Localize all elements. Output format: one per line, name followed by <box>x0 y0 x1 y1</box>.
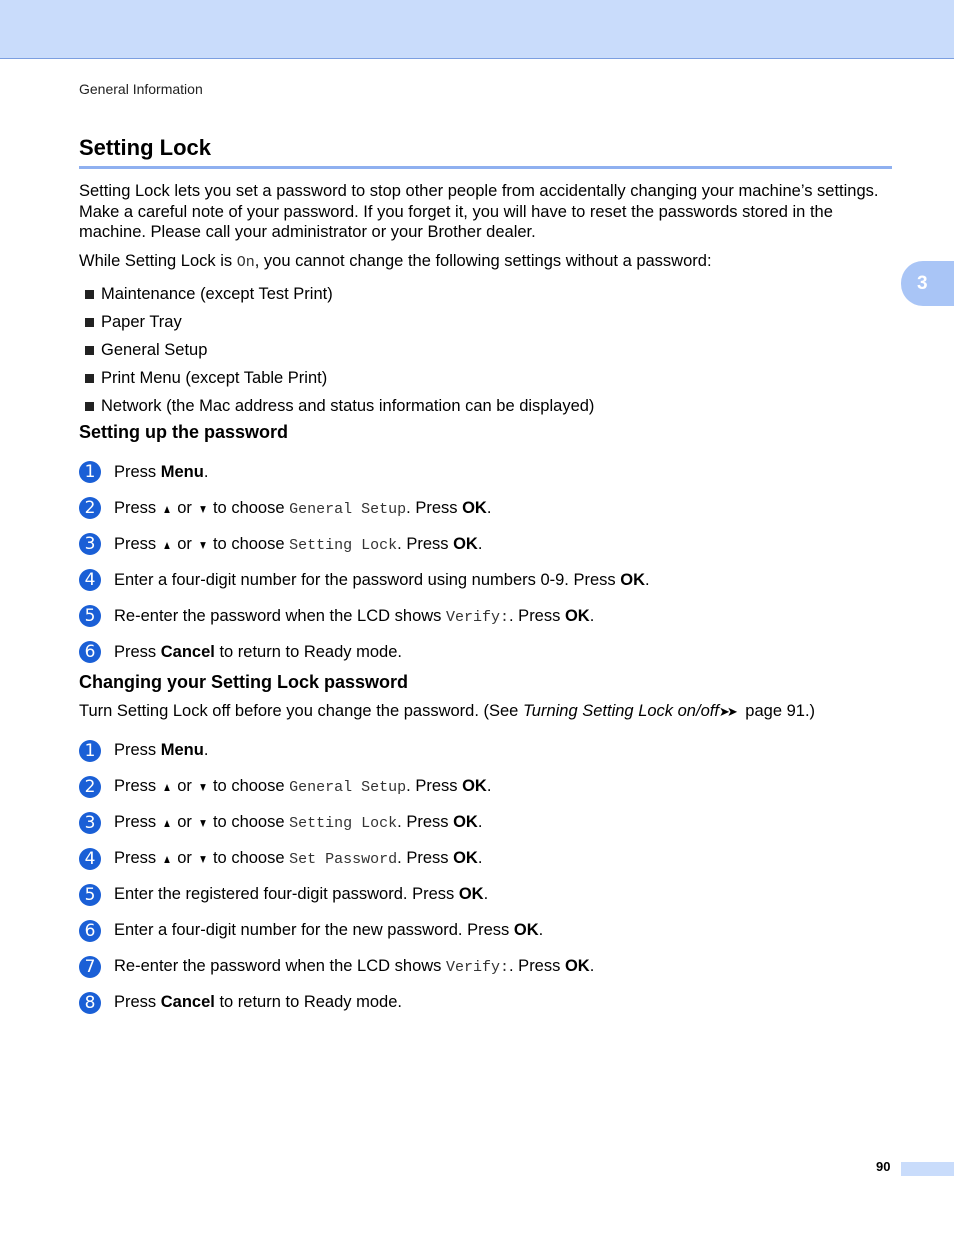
list-item <box>79 280 892 308</box>
section-title: Setting Lock <box>79 132 892 169</box>
page-number: 90 <box>876 1159 891 1174</box>
list-item-text: Paper Tray <box>101 313 182 331</box>
down-arrow-icon: ▼ <box>197 780 208 794</box>
step-text: Press ▲ or ▼ to choose Setting Lock. Press OK. <box>114 534 483 554</box>
step-number-icon: 7 <box>79 956 101 978</box>
list-item <box>79 392 892 420</box>
list-item-text: Print Menu (except Table Print) <box>101 369 328 387</box>
bullet-square-icon <box>85 374 94 383</box>
bullet-square-icon <box>85 402 94 411</box>
list-item-text: General Setup <box>101 341 208 359</box>
step-item <box>79 562 892 598</box>
step-item <box>79 913 892 949</box>
intro-paragraph: Setting Lock lets you set a password to stop other people from accidentally changing your machine’s settings. Make a careful note of your password. If you forget it, you will have to reset the passwords stored in the machine. Please call your administrator or your Brother dealer. <box>79 182 879 241</box>
setup-heading: Setting up the password <box>79 422 289 442</box>
up-arrow-icon: ▲ <box>161 780 172 794</box>
step-item <box>79 841 892 877</box>
step-item <box>79 949 892 985</box>
step-text: Re-enter the password when the LCD shows Verify:. Press OK. <box>114 606 595 626</box>
step-number-icon: 5 <box>79 605 101 627</box>
step-number-icon: 8 <box>79 992 101 1014</box>
step-number-icon: 5 <box>79 884 101 906</box>
list-item <box>79 336 892 364</box>
down-arrow-icon: ▼ <box>197 816 208 830</box>
step-text: Enter the registered four-digit password. Press OK. <box>114 885 489 903</box>
step-item <box>79 526 892 562</box>
bullet-square-icon <box>85 290 94 299</box>
chapter-number: 3 <box>917 272 928 294</box>
step-number-icon: 1 <box>79 461 101 483</box>
list-item-text: Maintenance (except Test Print) <box>101 285 333 303</box>
change-heading: Changing your Setting Lock password <box>79 672 409 692</box>
text: While Setting Lock is <box>79 251 237 270</box>
step-number-icon: 4 <box>79 848 101 870</box>
step-item <box>79 805 892 841</box>
step-text: Press ▲ or ▼ to choose General Setup. Press OK. <box>114 777 492 796</box>
step-text: Press ▲ or ▼ to choose Setting Lock. Press OK. <box>114 813 483 832</box>
while-paragraph <box>79 251 892 274</box>
step-text: Press Cancel to return to Ready mode. <box>114 642 402 661</box>
list-item <box>79 364 892 392</box>
step-number-icon: 1 <box>79 740 101 762</box>
step-number-icon: 2 <box>79 776 101 798</box>
footer-band <box>901 1162 954 1176</box>
chapter-tab[interactable] <box>901 261 954 306</box>
step-text: Enter a four-digit number for the password using numbers 0-9. Press OK. <box>114 570 650 589</box>
double-arrow-icon: ➤➤ <box>718 704 735 719</box>
up-arrow-icon: ▲ <box>161 537 172 552</box>
lcd-value-on: On <box>236 253 255 271</box>
text: , you cannot change the following settings without a password: <box>254 251 712 270</box>
running-head: General Information <box>79 81 203 97</box>
down-arrow-icon: ▼ <box>197 537 208 552</box>
cross-reference-link[interactable]: Turning Setting Lock on/off <box>522 702 719 720</box>
up-arrow-icon: ▲ <box>161 816 172 830</box>
change-note: Turn Setting Lock off before you change the password. (See Turning Setting Lock on/off➤➤ page 91.) <box>79 702 816 720</box>
change-steps <box>79 733 892 1021</box>
list-item <box>79 308 892 336</box>
step-number-icon: 3 <box>79 812 101 834</box>
step-number-icon: 6 <box>79 920 101 942</box>
step-number-icon: 6 <box>79 641 101 663</box>
step-item <box>79 454 892 490</box>
step-number-icon: 2 <box>79 497 101 519</box>
step-item <box>79 733 892 769</box>
page-content <box>79 132 892 1021</box>
down-arrow-icon: ▼ <box>197 852 208 866</box>
list-item-text: Network (the Mac address and status information can be displayed) <box>101 397 595 415</box>
step-text: Press ▲ or ▼ to choose General Setup. Press OK. <box>114 498 492 518</box>
step-text: Enter a four-digit number for the new password. Press OK. <box>114 921 544 939</box>
step-number-icon: 3 <box>79 533 101 555</box>
step-item <box>79 877 892 913</box>
step-number-icon: 4 <box>79 569 101 591</box>
bullet-square-icon <box>85 318 94 327</box>
step-text: Press ▲ or ▼ to choose Set Password. Press OK. <box>114 849 483 868</box>
locked-settings-list <box>79 280 892 420</box>
bullet-square-icon <box>85 346 94 355</box>
header-band <box>0 0 954 59</box>
up-arrow-icon: ▲ <box>161 852 172 866</box>
step-text: Press Menu. <box>114 741 209 759</box>
step-text: Press Cancel to return to Ready mode. <box>114 993 402 1011</box>
step-text: Press Menu. <box>114 462 209 481</box>
step-item <box>79 769 892 805</box>
step-item <box>79 985 892 1021</box>
setup-steps <box>79 454 892 670</box>
step-item <box>79 634 892 670</box>
down-arrow-icon: ▼ <box>197 501 208 516</box>
up-arrow-icon: ▲ <box>161 501 172 516</box>
step-item <box>79 490 892 526</box>
step-item <box>79 598 892 634</box>
step-text: Re-enter the password when the LCD shows Verify:. Press OK. <box>114 957 595 976</box>
